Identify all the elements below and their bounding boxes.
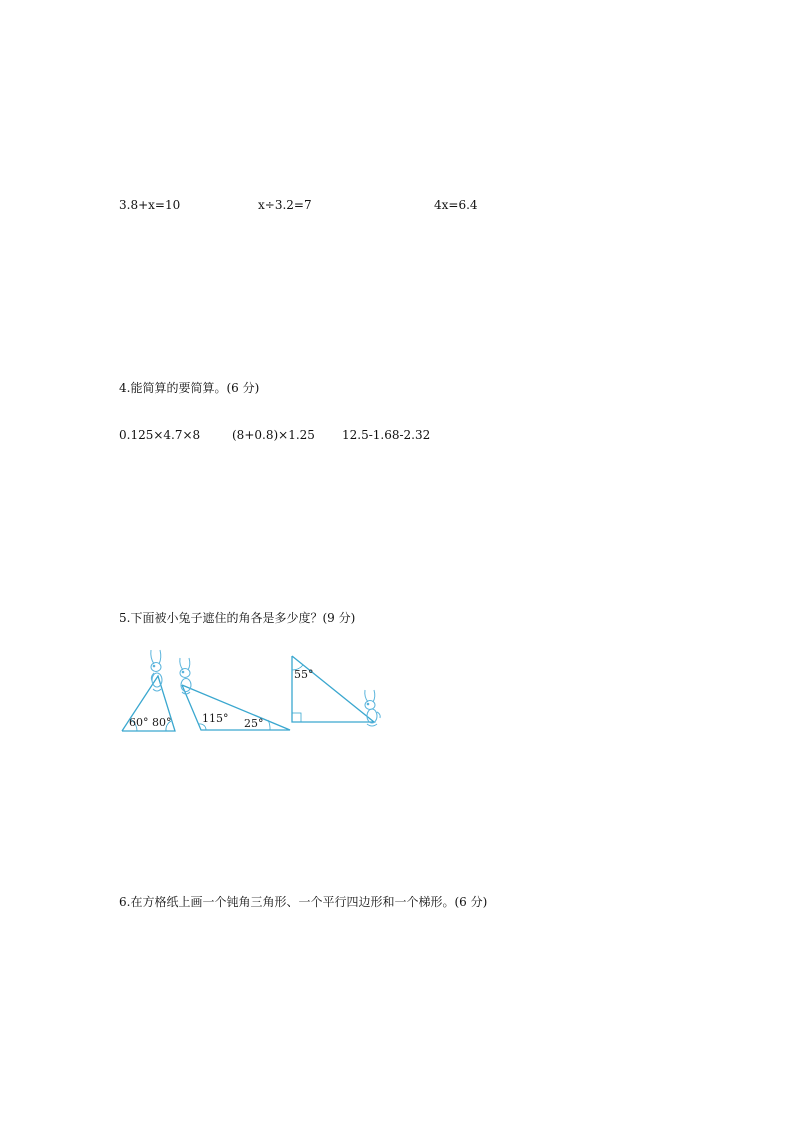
triangle-2: [180, 658, 290, 730]
t2-angle-115: 115°: [202, 712, 229, 725]
equation-3: 4x=6.4: [434, 198, 478, 212]
t1-angle-80: 80°: [152, 716, 172, 729]
t2-angle-25: 25°: [244, 717, 264, 730]
triangle-3: [292, 656, 380, 726]
equation-2: x÷3.2=7: [258, 198, 312, 212]
triangle-1: [122, 650, 175, 731]
t1-angle-60: 60°: [129, 716, 149, 729]
question-6-title: 6.在方格纸上画一个钝角三角形、一个平行四边形和一个梯形。(6 分): [119, 895, 488, 909]
q4-expression-1: 0.125×4.7×8: [119, 428, 201, 442]
question-5-title: 5.下面被小兔子遮住的角各是多少度？(9 分): [119, 611, 356, 625]
q4-expression-3: 12.5-1.68-2.32: [342, 428, 431, 442]
q4-expression-2: (8+0.8)×1.25: [232, 428, 315, 442]
t3-angle-55: 55°: [294, 668, 314, 681]
equation-1: 3.8+x=10: [119, 198, 181, 212]
question-4-title: 4.能简算的要简算。(6 分): [119, 381, 260, 395]
